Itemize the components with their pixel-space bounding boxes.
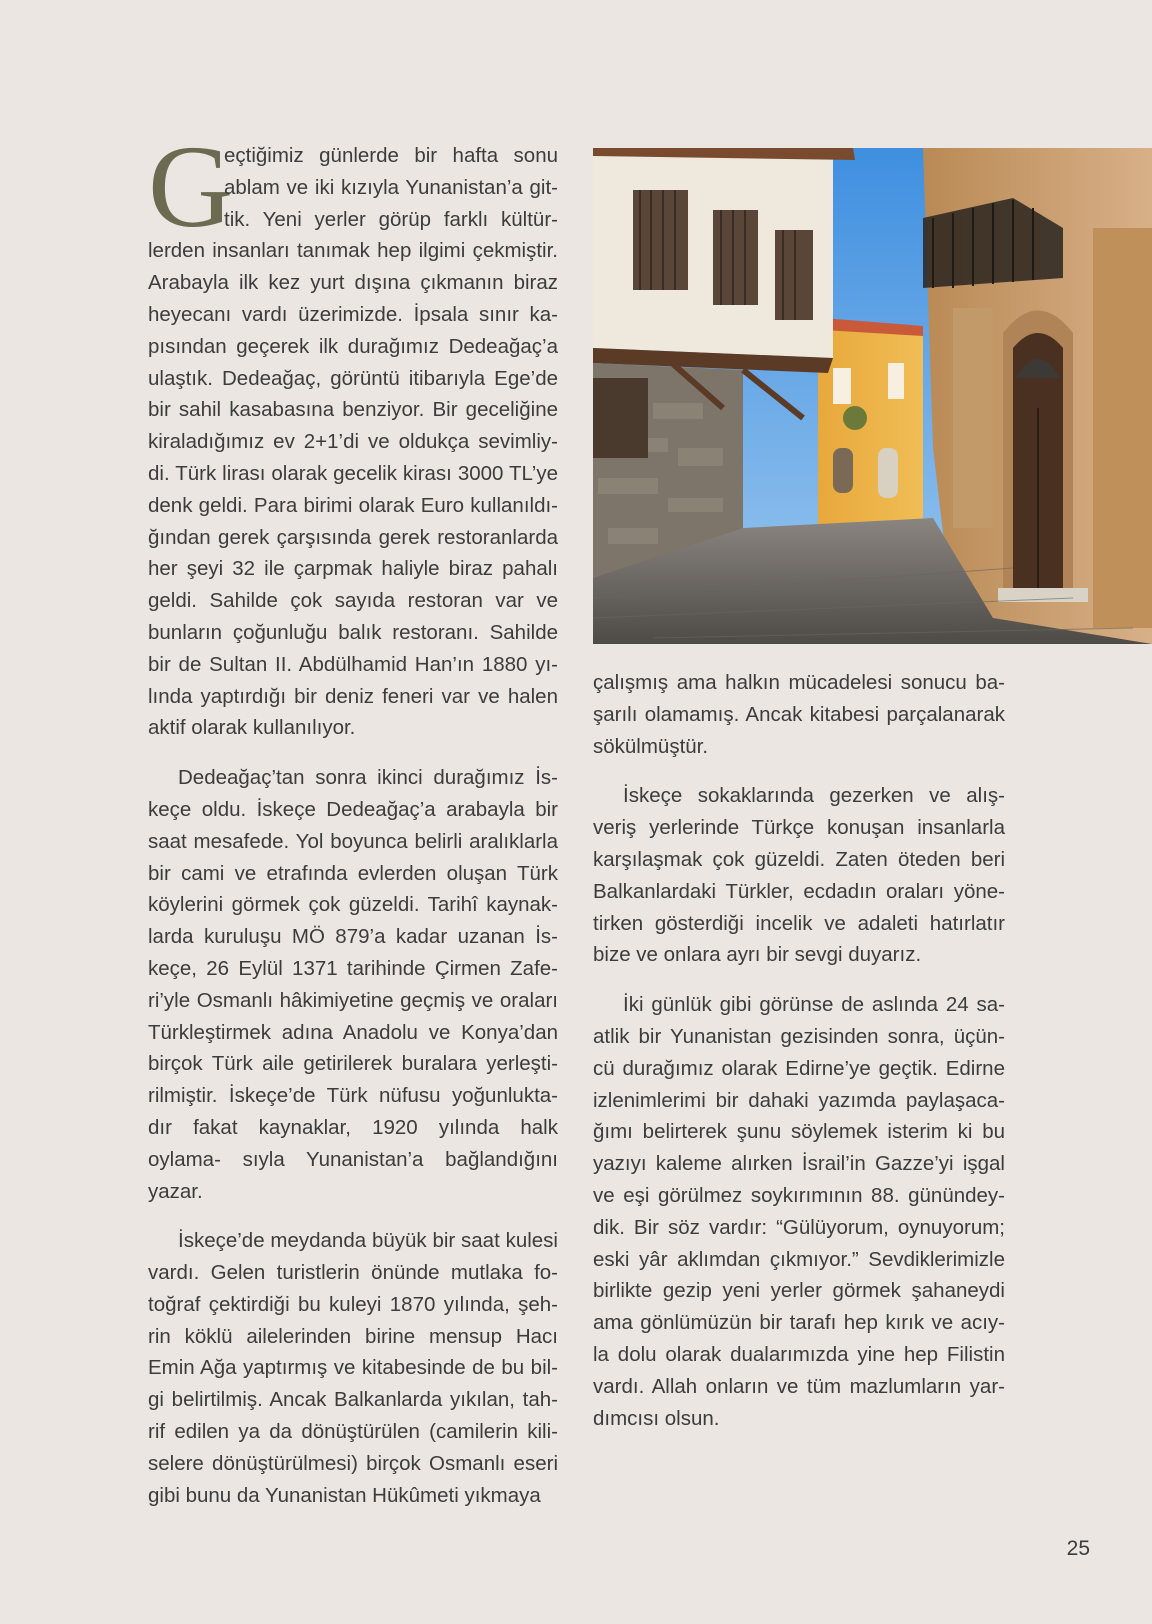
paragraph-2: Dedeağaç’tan sonra ikinci durağımız İs- keçe oldu. İskeçe Dedeağaç’a arabayla bir saat mesafede. Yol boyunca belirli aralıklarla bir cami ve etrafında evlerden oluşan Türk köylerini görmek çok güzeldi. Tarihî kaynak- larda kuruluşu MÖ 879’a kadar uzanan İs- keçe, 26 Eylül 1371 tarihinde Çirmen Zafe- ri’yle Osmanlı hâkimiyetine geçmiş ve oraları Türkleştirmek adına Anadolu ve Konya’dan birçok Türk aile getirilerek buralara yerleşti- rilmiştir. İskeçe’de Türk nüfusu yoğunlukta- dır fakat kaynaklar, 1920 yılında halk oylama- sıyla Yunanistan’a bağlandığını yazar. — [148, 766, 558, 1203]
paragraph-1-body: lerden insanları tanımak hep ilgimi çekmiştir. Arabayla ilk kez yurt dışına çıkmanın biraz heyecanı vardı üzerimizde. İpsala sınır ka- pısından geçerek ilk durağımız Dedeağaç’a ulaştık. Dedeağaç, görüntü itibarıyla Ege’de bir sahil kasabasına benziyor. Bir geceliğine kiraladığımız ev 2+1’di ve oldukça sevimliy- di. Türk lirası olarak gecelik kirası 3000 TL’ye denk geldi. Para birimi olarak Euro kullanıldı- ğından gerek çarşısında gerek restoranlarda her şeyi 32 ile çarpmak haliyle biraz pahalı geldi. Sahilde çok sayıda restoran var ve bunların çoğunluğu balık restoranı. Sahilde bir de Sultan II. Abdülhamid Han’ın 1880 yı- lında yaptırdığı bir deniz feneri var ve halen aktif olarak kullanılıyor. — [148, 239, 558, 740]
page-number: 25 — [1066, 1537, 1090, 1560]
street-photo — [593, 148, 1152, 644]
paragraph-3: İskeçe’de meydanda büyük bir saat kulesi vardı. Gelen turistlerin önünde mutlaka fo- toğraf çektirdiği bu kuleyi 1870 yılında, şeh- rin köklü ailelerinden birine mensup Hacı Emin Ağa yaptırmış ve kitabesinde de bu bil- gi belirtilmiş. Ancak Balkanlarda yıkılan, tah- rif edilen ya da dönüştürülen (camilerin kili- selere dönüştürülmesi) birçok Osmanlı eseri gibi bunu da Yunanistan Hükûmeti yıkmaya — [148, 1229, 558, 1507]
paragraph-1-opening: eçtiğimiz günlerde bir hafta sonu ablam ve iki kızıyla Yunanistan’a git- tik. Yeni yerler görüp farklı kültür- — [224, 144, 558, 231]
article-left-column — [148, 121, 558, 1529]
article-right-column — [593, 667, 1005, 1452]
paragraph-6: İki günlük gibi görünse de aslında 24 sa- atlik bir Yunanistan gezisinden sonra, üçün- cü durağımız olarak Edirne’ye geçtik. Edirne izlenimlerimi bir dahaki yazımda paylaşaca- ğımı belirterek şunu söylemek isterim ki bu yazıyı kaleme alırken İsrail’in Gazze’yi işgal ve eşi görülmez soykırımının 88. günündey- dik. Bir söz vardır: “Gülüyorum, oynuyorum; eski yâr aklımdan çıkmıyor.” Sevdiklerimizle birlikte gezip yeni yerler görmek şahaneydi ama gönlümüzün bir tarafı hep kırık ve acıy- la dolu olarak dualarımızda yine hep Filistin vardı. Allah onların ve tüm mazlumların yar- dımcısı olsun. — [593, 993, 1005, 1430]
paragraph-1 — [148, 121, 558, 744]
paragraph-5: İskeçe sokaklarında gezerken ve alış- veriş yerlerinde Türkçe konuşan insanlarla karşılaşmak çok güzeldi. Zaten öteden beri Balkanlardaki Türkler, ecdadın oraları yöne- tirken gösterdiği incelik ve adaleti hatırlatır bize ve onlara ayrı bir sevgi duyarız. — [593, 784, 1005, 967]
paragraph-4: çalışmış ama halkın mücadelesi sonucu ba- şarılı olamamış. Ancak kitabesi parçalanarak sökülmüştür. — [593, 671, 1005, 758]
drop-cap: G — [148, 121, 234, 252]
